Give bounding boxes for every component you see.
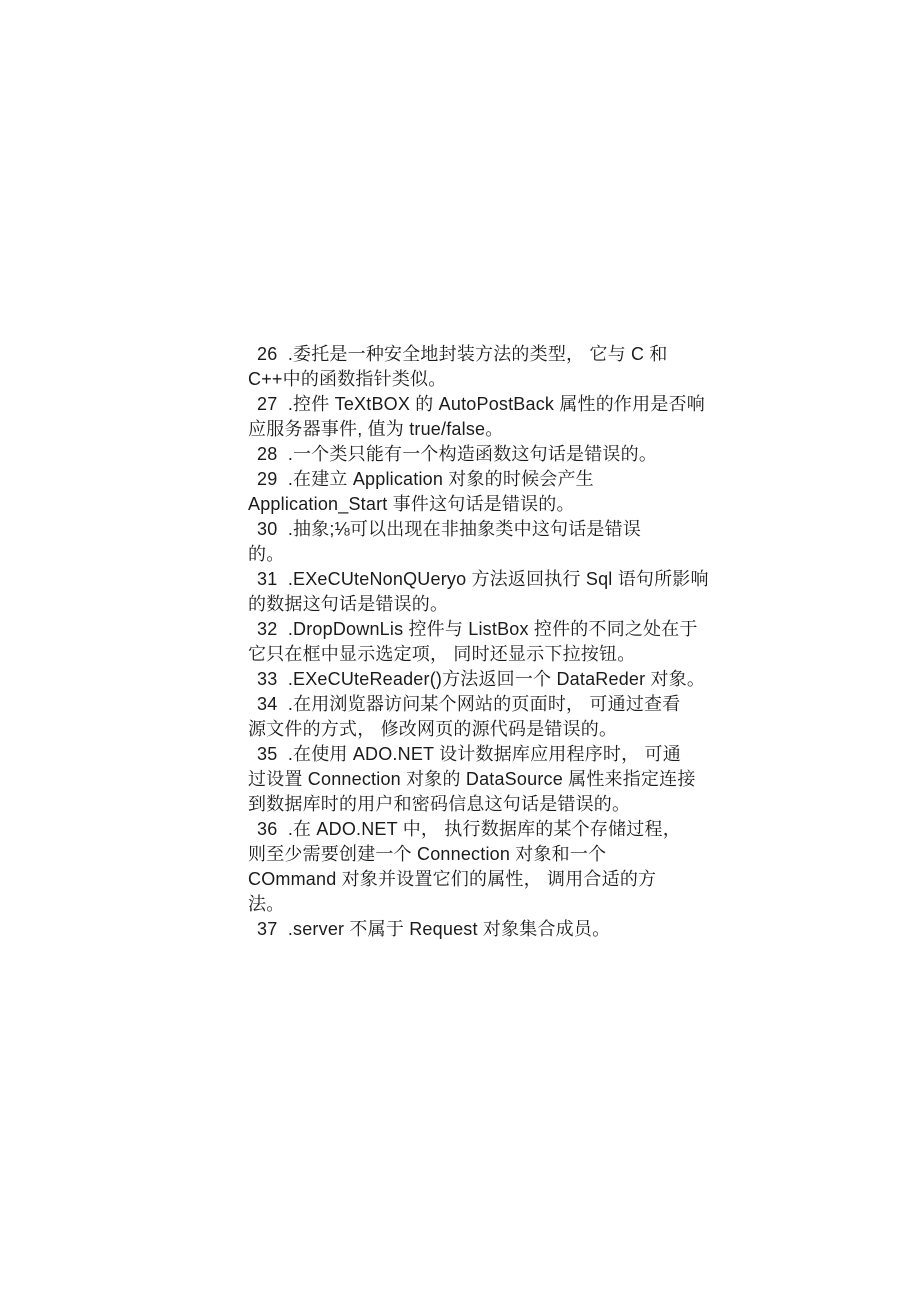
- question-item: [248, 442, 664, 467]
- question-item: [248, 467, 664, 517]
- question-first-line: 36 .在 ADO.NET 中， 执行数据库的某个存储过程，: [257, 819, 681, 839]
- question-first-line: 33 .EXeCUteReader()方法返回一个 DataReder 对象。: [257, 669, 706, 689]
- question-item: [248, 567, 709, 617]
- question-item: [248, 517, 664, 567]
- question-first-line: 27 .控件 TeXtBOX 的 AutoPostBack 属性的作用是否响: [257, 394, 705, 414]
- question-item: [248, 617, 698, 667]
- question-wrap-line: Application_Start 事件这句话是错误的。: [248, 494, 575, 514]
- question-first-line: 37 .server 不属于 Request 对象集合成员。: [257, 919, 611, 939]
- question-wrap-line: C++中的函数指针类似。: [248, 369, 447, 389]
- question-wrap-line: 的。: [248, 544, 285, 564]
- question-item: [248, 342, 668, 392]
- question-item: [248, 742, 696, 817]
- question-item: [248, 917, 664, 942]
- question-first-line: 31 .EXeCUteNonQUeryo 方法返回执行 Sql 语句所影响: [257, 569, 709, 589]
- question-item: [248, 392, 705, 442]
- question-first-line: 30 .抽象;⅛可以出现在非抽象类中这句话是错误: [257, 519, 642, 539]
- question-wrap-line: 它只在框中显示选定项， 同时还显示下拉按钮。: [248, 644, 636, 664]
- question-first-line: 28 .一个类只能有一个构造函数这句话是错误的。: [257, 444, 658, 464]
- question-wrap-line: 过设置 Connection 对象的 DataSource 属性来指定连接: [248, 769, 696, 789]
- question-wrap-line: 则至少需要创建一个 Connection 对象和一个: [248, 844, 607, 864]
- question-first-line: 29 .在建立 Application 对象的时候会产生: [257, 469, 594, 489]
- question-wrap-line: 到数据库时的用户和密码信息这句话是错误的。: [248, 794, 631, 814]
- question-first-line: 32 .DropDownLis 控件与 ListBox 控件的不同之处在于: [257, 619, 698, 639]
- question-first-line: 35 .在使用 ADO.NET 设计数据库应用程序时， 可通: [257, 744, 681, 764]
- question-wrap-line: 的数据这句话是错误的。: [248, 594, 449, 614]
- question-first-line: 26 .委托是一种安全地封装方法的类型， 它与 C 和: [257, 344, 668, 364]
- question-wrap-line: COmmand 对象并设置它们的属性， 调用合适的方: [248, 869, 657, 889]
- question-first-line: 34 .在用浏览器访问某个网站的页面时， 可通过查看: [257, 694, 681, 714]
- question-wrap-line: 源文件的方式， 修改网页的源代码是错误的。: [248, 719, 618, 739]
- question-wrap-line: 应服务器事件, 值为 true/false。: [248, 419, 504, 439]
- question-item: [248, 667, 706, 692]
- question-item: [248, 817, 681, 917]
- text-block: [248, 342, 709, 942]
- question-item: [248, 692, 681, 742]
- question-wrap-line: 法。: [248, 894, 285, 914]
